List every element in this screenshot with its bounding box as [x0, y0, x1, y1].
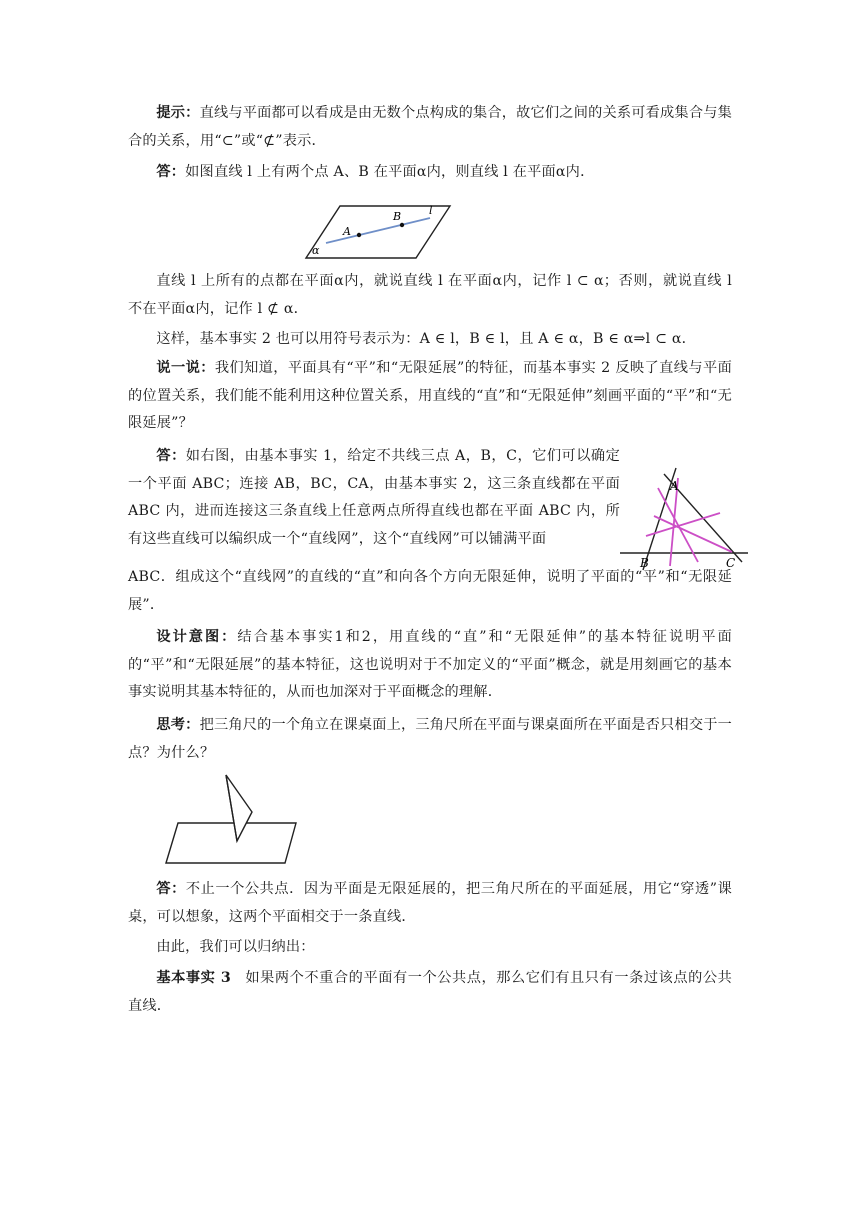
- answer1-paragraph: [128, 159, 732, 187]
- label-alpha: α: [312, 244, 320, 257]
- answer2-tail: ABC．组成这个“直线网”的直线的“直”和向各个方向无限延伸，说明了平面的“平”和“无限延展”．: [128, 569, 732, 613]
- label-l: l: [429, 204, 433, 217]
- answer1-text: 如图直线 l 上有两个点 A、B 在平面α内，则直线 l 在平面α内．: [185, 164, 595, 180]
- answer3-paragraph: [128, 876, 732, 931]
- think-text: 把三角尺的一个角立在课桌面上，三角尺所在平面与课桌面所在平面是否只相交于一点？为什么？: [128, 717, 732, 761]
- figure-line-in-plane: [300, 198, 456, 264]
- triangle-ruler: [226, 775, 252, 841]
- talk-paragraph: [128, 355, 732, 438]
- figure-triangle-on-desk: [164, 772, 298, 866]
- label-c: C: [726, 556, 736, 570]
- design-text: 结合基本事实1和2，用直线的“直”和“无限延伸”的基本特征说明平面的“平”和“无限延展”的基本特征，这也说明对于不加定义的“平面”概念，就是用刻画它的基本事实说明其基本特征的，从而也加深对于平面概念的理解．: [128, 629, 732, 700]
- answer2-text: 如右图，由基本事实 1，给定不共线三点 A，B，C，它们可以确定一个平面 ABC；连接 AB，BC，CA，由基本事实 2，这三条直线都在平面 ABC 内，进而连接这三条直线上任意两点所得直线也都在平面 ABC 内，所有这些直线可以编织成一个“直线网”，这个“直线网”可以铺满平面: [128, 448, 620, 547]
- think-label: 思考：: [156, 717, 200, 733]
- symbolic-paragraph: 这样，基本事实 2 也可以用符号表示为：A ∈ l，B ∈ l，且 A ∈ α，B ∈ α⇒l ⊂ α．: [156, 331, 697, 347]
- talk-label: 说一说：: [156, 360, 215, 376]
- label-b: B: [393, 210, 402, 223]
- talk-text: 我们知道，平面具有“平”和“无限延展”的特征，而基本事实 2 反映了直线与平面的位置关系，我们能不能利用这种位置关系，用直线的“直”和“无限延伸”刻画平面的“平”和“无限延展”？: [128, 360, 732, 431]
- hint-text: 直线与平面都可以看成是由无数个点构成的集合，故它们之间的关系可看成集合与集合的关系，用“⊂”或“⊄”表示．: [128, 105, 732, 149]
- answer3-label: 答：: [156, 881, 186, 897]
- point-b: [400, 223, 404, 227]
- hint-label: 提示：: [156, 105, 200, 121]
- hint-paragraph: [128, 100, 732, 155]
- design-label: 设计意图：: [156, 629, 238, 645]
- label-b: B: [640, 556, 649, 570]
- point-a: [357, 233, 361, 237]
- think-paragraph: [128, 712, 732, 767]
- label-a: A: [670, 479, 679, 493]
- answer2-label: 答：: [156, 448, 186, 464]
- design-paragraph: [128, 624, 732, 707]
- answer2-paragraph: [128, 443, 620, 553]
- answer3-text: 不止一个公共点．因为平面是无限延展的，把三角尺所在的平面延展，用它“穿透”课桌，可以想象，这两个平面相交于一条直线．: [128, 881, 733, 925]
- fact3-text: 如果两个不重合的平面有一个公共点，那么它们有且只有一条过该点的公共直线．: [128, 970, 733, 1014]
- label-a: A: [343, 225, 351, 238]
- fact3-label: 基本事实 3: [156, 970, 232, 986]
- conclude-paragraph: 由此，我们可以归纳出：: [156, 939, 315, 955]
- desk-plane: [166, 823, 296, 863]
- net-line-1: [658, 488, 698, 562]
- fact3-paragraph: [128, 965, 732, 1020]
- line-in-plane-paragraph: 直线 l 上所有的点都在平面α内，就说直线 l 在平面α内，记作 l ⊂ α；否则，就说直线 l 不在平面α内，记作 l ⊄ α．: [128, 273, 732, 317]
- answer1-label: 答：: [156, 164, 186, 180]
- figure-line-net: [618, 466, 750, 572]
- line-l: [326, 218, 430, 243]
